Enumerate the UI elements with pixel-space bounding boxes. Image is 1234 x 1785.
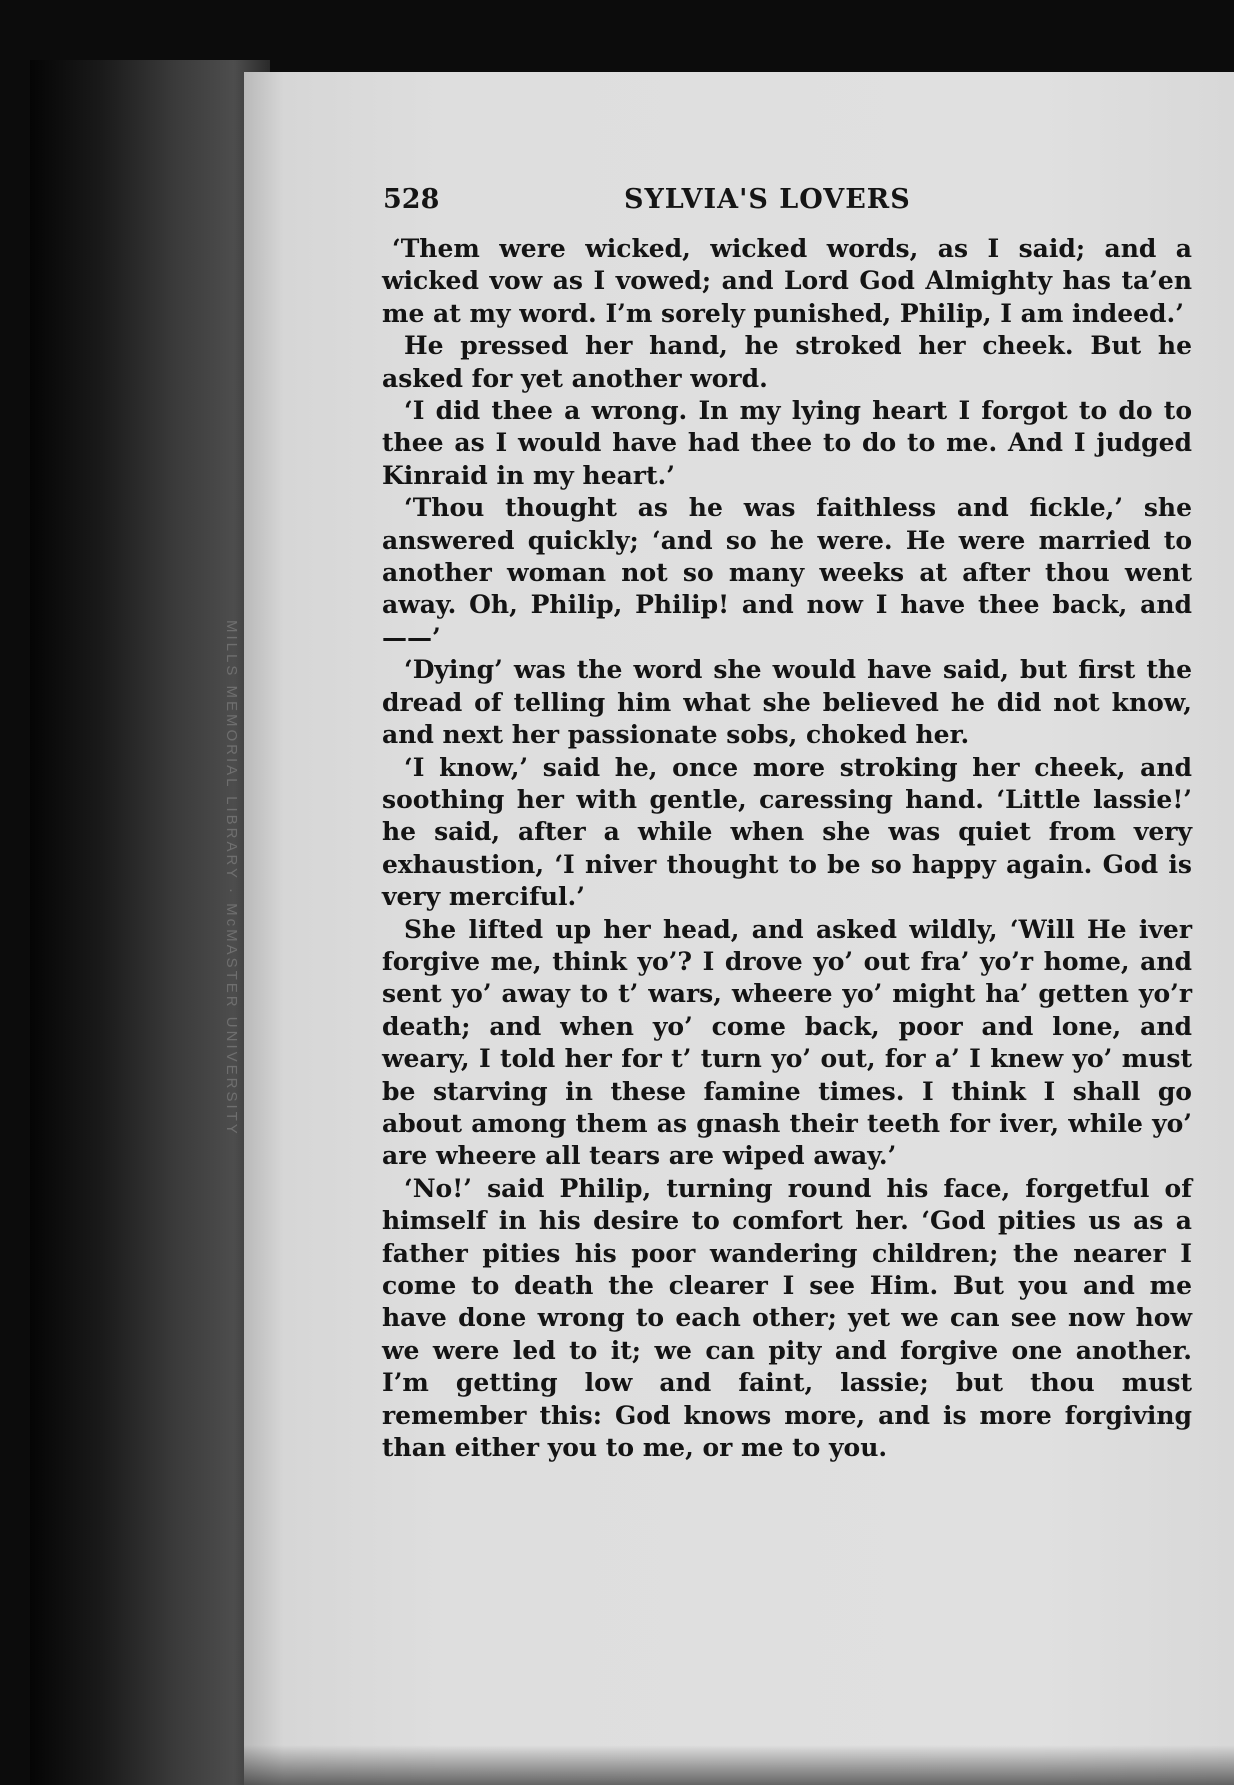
paragraph: ‘I did thee a wrong. In my lying heart I forgot to do to thee as I would have had thee to do to me. And I judged Kinraid in my heart.’ [382, 396, 1192, 490]
paragraph: ‘No!’ said Philip, turning round his face, forgetful of himself in his desire to comfort her. ‘God pities us as a father pities his poor wandering children; the nearer I come to death the clearer I see Him. But you and me have done wrong to each other; yet we can see now how we were led to it; we can pity and forgive one another. I’m getting low and faint, lassie; but thou must remember this: God knows more, and is more forgiving than either you to me, or me to you. [382, 1173, 1192, 1463]
book-title: SYLVIA'S LOVERS [624, 184, 911, 215]
library-stamp: MILLS MEMORIAL LIBRARY · McMASTER UNIVERSITY [223, 620, 240, 1137]
paragraph: He pressed her hand, he stroked her cheek. But he asked for yet another word. [382, 331, 1192, 393]
body-text [382, 233, 1192, 1464]
paragraph: ‘I know,’ said he, once more stroking her cheek, and soothing her with gentle, caressing hand. ‘Little lassie!’ he said, after a while when she was quiet from very exhaustion, ‘I niver thought to be so happy again. God is very merciful.’ [382, 752, 1192, 912]
page-bottom-shadow [244, 1745, 1234, 1785]
book-spine [30, 60, 270, 1785]
paragraph: ‘Thou thought as he was faithless and fickle,’ she answered quickly; ‘and so he were. He were married to another woman not so many weeks at after thou went away. Oh, Philip, Philip! and now I have thee back, and——’ [382, 493, 1192, 652]
paragraph: ‘Them were wicked, wicked words, as I said; and a wicked vow as I vowed; and Lord God Almighty has ta’en me at my word. I’m sorely punished, Philip, I am indeed.’ [382, 234, 1192, 328]
paragraph: ‘Dying’ was the word she would have said, but first the dread of telling him what she believed he did not know, and next her passionate sobs, choked her. [382, 655, 1192, 750]
page-number: 528 [383, 184, 440, 215]
running-head [383, 180, 1183, 220]
paragraph: She lifted up her head, and asked wildly, ‘Will He iver forgive me, think yo’? I drove yo’ out fra’ yo’r home, and sent yo’ away to t’ wars, wheere yo’ might ha’ getten yo’r death; and when yo’ come back, poor and lone, and weary, I told her for t’ turn yo’ out, for a’ I knew yo’ must be starving in these famine times. I think I shall go about among them as gnash their teeth for iver, while yo’ are wheere all tears are wiped away.’ [382, 914, 1192, 1171]
